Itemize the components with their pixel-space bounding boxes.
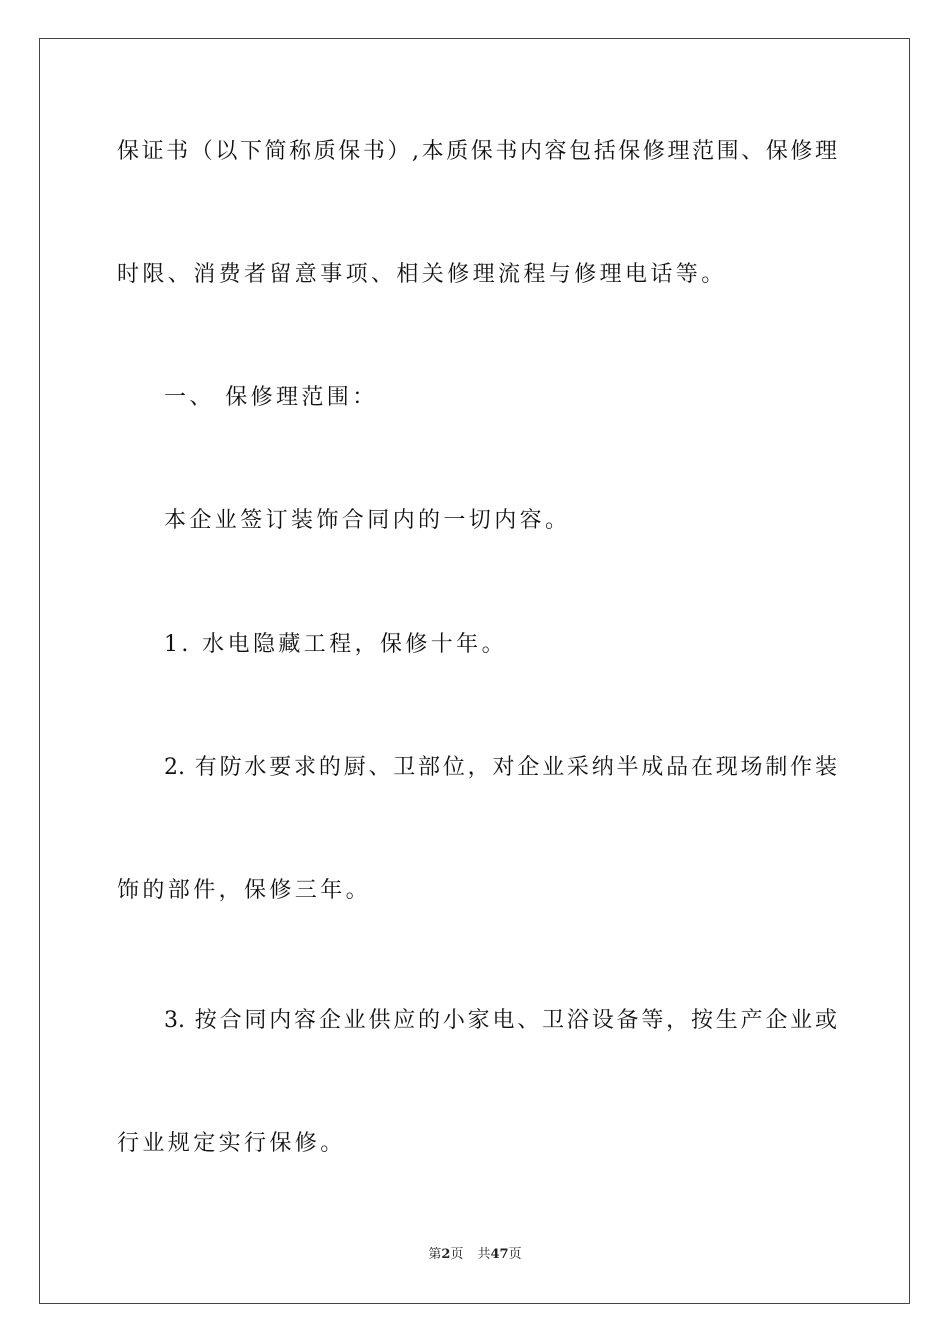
list-item-3-line-1: 3. 按合同内容企业供应的小家电、卫浴设备等，按生产企业或 [164,1008,837,1033]
list-item-2-line-2: 饰的部件，保修三年。 [117,878,372,903]
list-item-2-line-1: 2. 有防水要求的厨、卫部位，对企业采纳半成品在现场制作装 [164,755,837,780]
section-heading: 一、 保修理范围： [164,385,378,410]
footer-total-pages: 47 [490,1247,509,1262]
footer-total-suffix: 页 [508,1247,522,1262]
footer-page-number: 2 [441,1247,451,1262]
footer-page-suffix: 页 [450,1247,464,1262]
list-item-3-line-2: 行业规定实行保修。 [117,1131,346,1156]
page-frame [39,38,910,1304]
footer-page-prefix: 第 [428,1247,442,1262]
page-footer [0,1248,950,1261]
paragraph-line-2: 时限、消费者留意事项、相关修理流程与修理电话等。 [117,262,727,287]
footer-total-prefix: 共 [477,1247,491,1262]
paragraph-line-4: 本企业签订装饰合同内的一切内容。 [164,508,571,533]
list-item-1: 1. 水电隐藏工程，保修十年。 [164,632,507,657]
paragraph-line-1: 保证书（以下简称质保书）,本质保书内容包括保修理范围、保修理 [117,139,837,164]
